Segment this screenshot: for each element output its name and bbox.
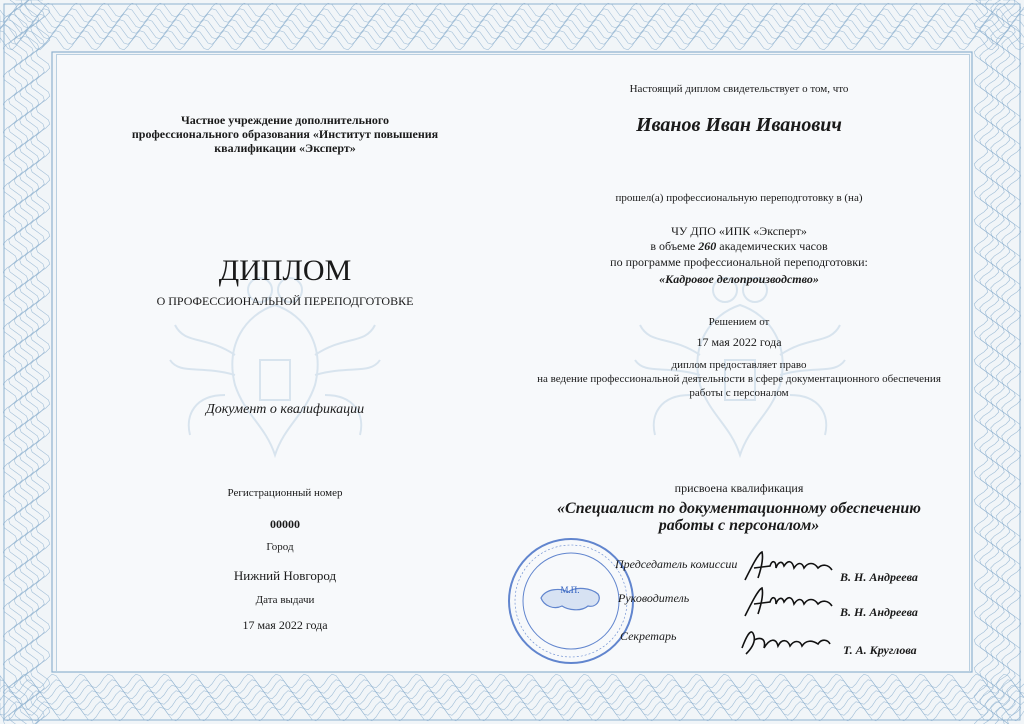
reg-number: 00000: [270, 517, 300, 531]
graduate-name: Иванов Иван Иванович: [636, 114, 842, 136]
organization: ЧУ ДПО «ИПК «Эксперт»: [671, 224, 807, 238]
city-label: Город: [266, 541, 294, 553]
institution-line-2: профессионального образования «Институт повышения: [131, 127, 439, 141]
signer-name-1: В. Н. Андреева: [840, 570, 918, 584]
city-value: Нижний Новгород: [233, 568, 337, 583]
hours-prefix: в объеме: [650, 239, 699, 253]
right-line-1: диплом предоставляет право: [671, 359, 807, 371]
institution-line-1: Частное учреждение дополнительного: [180, 113, 390, 127]
qualification-label: присвоена квалификация: [674, 481, 804, 495]
decision-label: Решением от: [708, 316, 770, 328]
official-stamp: [506, 536, 636, 666]
hours-line: [650, 239, 827, 254]
hours-value: 260: [698, 239, 717, 253]
signature-2-icon: [740, 582, 835, 622]
signer-name-2: В. Н. Андреева: [840, 605, 918, 619]
hours-suffix: академических часов: [716, 239, 828, 253]
signer-name-3: Т. А. Круглова: [843, 643, 917, 657]
program-label: по программе профессиональной переподготовки:: [610, 255, 868, 269]
right-line-2: на ведение профессиональной деятельности в сфере документационного обеспечения: [537, 373, 941, 385]
document-type: Документ о квалификации: [205, 402, 365, 417]
decision-date: 17 мая 2022 года: [696, 335, 782, 349]
diploma-title: ДИПЛОМ: [218, 254, 352, 287]
reg-number-label: Регистрационный номер: [227, 487, 343, 499]
intro-text: Настоящий диплом свидетельствует о том, что: [629, 83, 849, 95]
right-line-3: работы с персоналом: [689, 387, 789, 399]
issue-date-label: Дата выдачи: [255, 594, 315, 606]
qualification-line-2: работы с персоналом»: [658, 517, 820, 534]
issue-date: 17 мая 2022 года: [242, 618, 328, 632]
signer-role-1: Председатель комиссии: [615, 557, 738, 571]
signature-3-icon: [738, 622, 833, 658]
stamp-mp-text: М.П.: [560, 585, 580, 595]
institution-line-3: квалификации «Эксперт»: [214, 141, 356, 155]
signer-role-3: Секретарь: [620, 629, 677, 643]
signer-role-2: Руководитель: [618, 591, 690, 605]
program-name: «Кадровое делопроизводство»: [659, 272, 819, 286]
diploma-subtitle: О ПРОФЕССИОНАЛЬНОЙ ПЕРЕПОДГОТОВКЕ: [156, 294, 414, 308]
qualification-line-1: «Специалист по документационному обеспечению: [557, 500, 921, 517]
signature-1-icon: [740, 546, 835, 586]
passed-text: прошел(а) профессиональную переподготовку в (на): [615, 192, 863, 204]
